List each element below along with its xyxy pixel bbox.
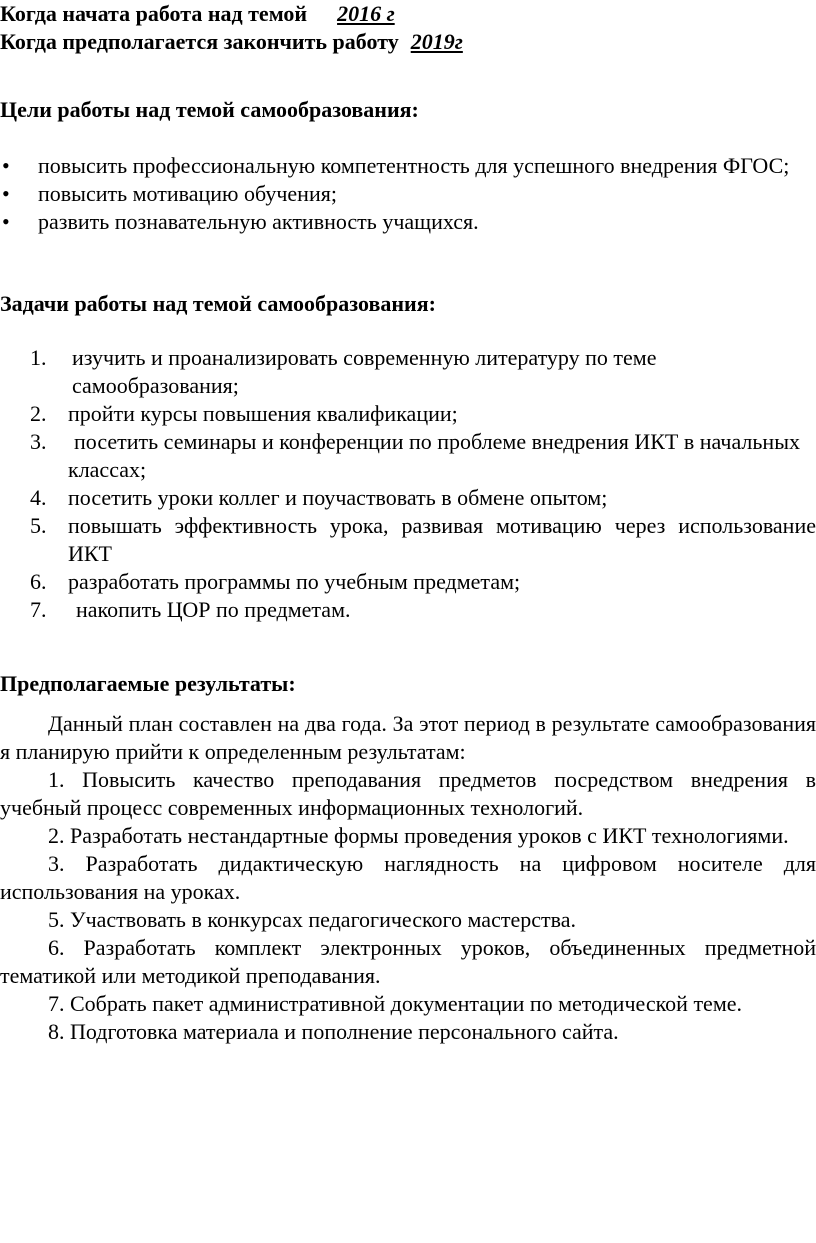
bullet-icon: • <box>2 209 10 234</box>
item-text: повысить профессиональную компетентность для успешного внедрения ФГОС; <box>38 153 790 178</box>
item-number: 7. <box>30 597 47 622</box>
item-text: посетить семинары и конференции по проблеме внедрения ИКТ в начальных классах; <box>68 429 800 482</box>
item-number: 1. <box>30 345 47 370</box>
item-number: 3. <box>30 429 47 454</box>
start-label: Когда начата работа над темой <box>0 1 308 26</box>
end-label: Когда предполагается закончить работу <box>0 29 399 54</box>
item-text: развить познавательную активность учащихся. <box>38 209 479 234</box>
paragraph: 1. Повысить качество преподавания предметов посредством внедрения в учебный процесс современных информационных технологий. <box>0 767 816 820</box>
paragraph: 6. Разработать комплект электронных уроков, объединенных предметной тематикой или методикой преподавания. <box>0 935 816 988</box>
goals-list <box>0 152 816 236</box>
item-number: 4. <box>30 485 47 510</box>
item-text: разработать программы по учебным предметам; <box>68 569 521 594</box>
tasks-heading: Задачи работы над темой самообразования: <box>0 291 436 316</box>
list-item <box>0 568 816 596</box>
paragraph: 3. Разработать дидактическую наглядность на цифровом носителе для использования на уроках. <box>0 851 816 904</box>
list-item <box>0 512 816 568</box>
list-item <box>0 596 816 624</box>
bullet-icon: • <box>2 153 10 178</box>
item-number: 6. <box>30 569 47 594</box>
paragraph: 8. Подготовка материала и пополнение персонального сайта. <box>48 1019 619 1044</box>
list-item <box>0 152 816 180</box>
paragraph: Данный план составлен на два года. За этот период в результате самообразования я планирую прийти к определенным результатам: <box>0 711 816 764</box>
paragraph: 7. Собрать пакет административной документации по методической теме. <box>48 991 743 1016</box>
goals-heading: Цели работы над темой самообразования: <box>0 97 419 122</box>
bullet-icon: • <box>2 181 10 206</box>
list-item <box>0 400 816 428</box>
start-value: 2016 г <box>337 1 395 26</box>
item-text: накопить ЦОР по предметам. <box>76 597 351 622</box>
start-line <box>0 0 816 28</box>
item-text: изучить и проанализировать современную литературу по теме самообразования; <box>72 345 657 398</box>
item-text: пройти курсы повышения квалификации; <box>68 401 458 426</box>
list-item <box>0 208 816 236</box>
results-heading: Предполагаемые результаты: <box>0 671 296 696</box>
item-number: 2. <box>30 401 47 426</box>
paragraph: 5. Участвовать в конкурсах педагогического мастерства. <box>48 907 576 932</box>
list-item <box>0 344 816 400</box>
item-number: 5. <box>30 513 47 538</box>
end-value: 2019г <box>410 29 463 54</box>
end-line <box>0 28 816 56</box>
list-item <box>0 484 816 512</box>
tasks-list <box>0 344 816 624</box>
item-text: повысить мотивацию обучения; <box>38 181 337 206</box>
item-text: повышать эффективность урока, развивая мотивацию через использование ИКТ <box>68 513 816 566</box>
list-item <box>0 428 816 484</box>
item-text: посетить уроки коллег и поучаствовать в обмене опытом; <box>68 485 608 510</box>
paragraph: 2. Разработать нестандартные формы проведения уроков с ИКТ технологиями. <box>48 823 789 848</box>
results-body <box>0 710 816 1046</box>
list-item <box>0 180 816 208</box>
